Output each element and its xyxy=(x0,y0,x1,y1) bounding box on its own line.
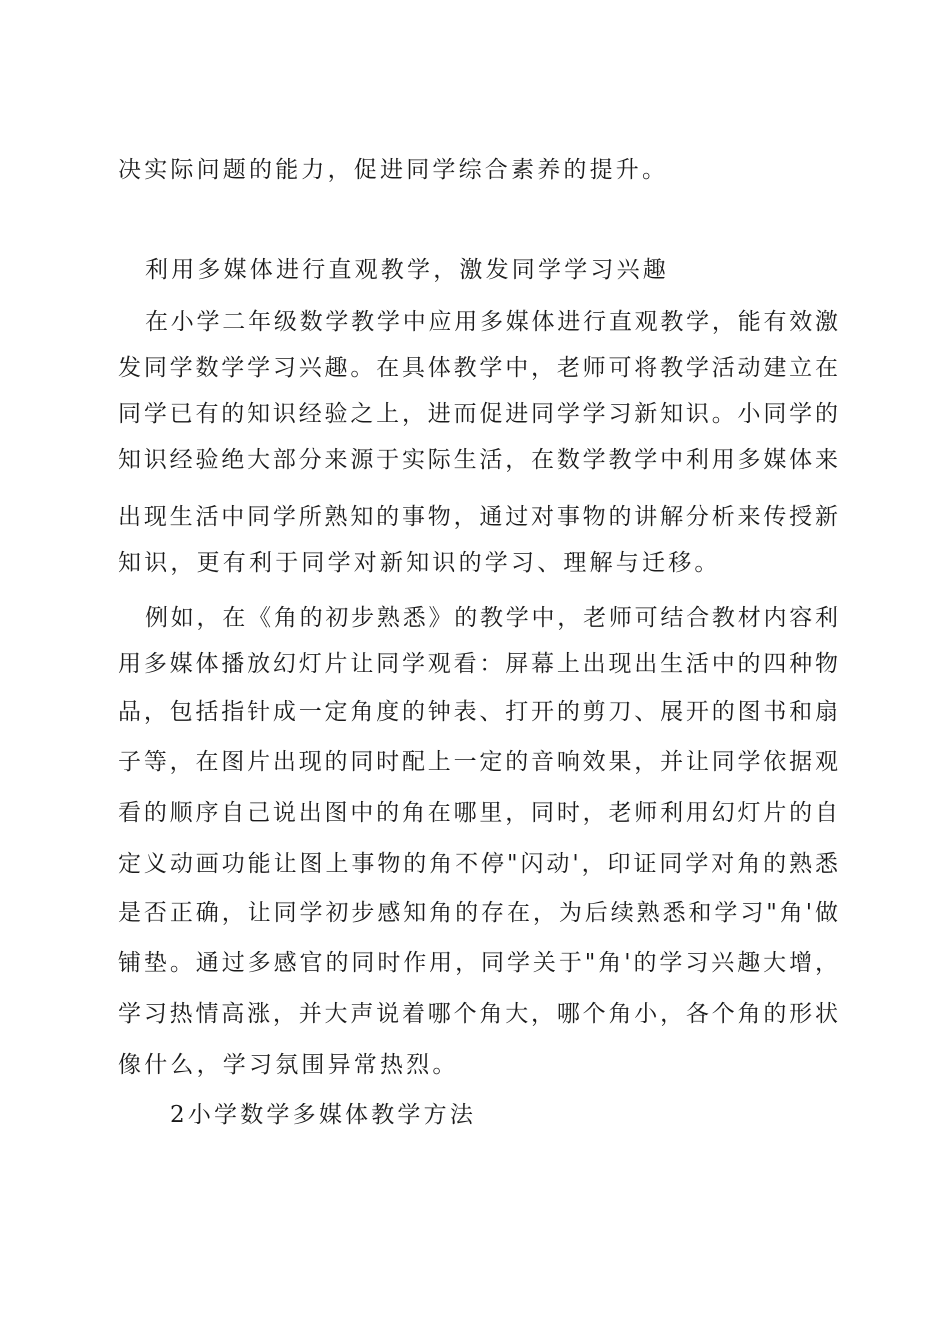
paragraph-line: 知识，更有利于同学对新知识的学习、理解与迁移。 xyxy=(118,550,721,576)
paragraph-line: 像什么，学习氛围异常热烈。 xyxy=(118,1052,459,1078)
paragraph-line: 品，包括指针成一定角度的钟表、打开的剪刀、展开的图书和扇 xyxy=(118,699,838,725)
section-heading: 利用多媒体进行直观教学，激发同学学习兴趣 xyxy=(145,257,669,283)
paragraph-line: 是否正确，让同学初步感知角的存在，为后续熟悉和学习"角'做 xyxy=(118,900,838,926)
paragraph-line: 子等，在图片出现的同时配上一定的音响效果，并让同学依据观 xyxy=(118,749,838,775)
paragraph-line: 在小学二年级数学教学中应用多媒体进行直观教学，能有效激 xyxy=(145,309,838,335)
paragraph-line: 定义动画功能让图上事物的角不停"闪动'，印证同学对角的熟悉 xyxy=(118,851,838,877)
paragraph-line: 看的顺序自己说出图中的角在哪里，同时，老师利用幻灯片的自 xyxy=(118,800,838,826)
paragraph-line: 知识经验绝大部分来源于实际生活，在数学教学中利用多媒体来 xyxy=(118,447,838,473)
paragraph-line: 决实际问题的能力，促进同学综合素养的提升。 xyxy=(118,157,669,183)
section-heading: 2小学数学多媒体教学方法 xyxy=(170,1102,477,1128)
paragraph-line: 学习热情高涨，并大声说着哪个角大，哪个角小，各个角的形状 xyxy=(118,1001,838,1027)
paragraph-line: 出现生活中同学所熟知的事物，通过对事物的讲解分析来传授新 xyxy=(118,504,838,530)
paragraph-line: 同学已有的知识经验之上，进而促进同学学习新知识。小同学的 xyxy=(118,401,838,427)
paragraph-line: 例如，在《角的初步熟悉》的教学中，老师可结合教材内容利 xyxy=(145,605,838,631)
paragraph-line: 发同学数学学习兴趣。在具体教学中，老师可将教学活动建立在 xyxy=(118,355,838,381)
paragraph-line: 铺垫。通过多感官的同时作用，同学关于"角'的学习兴趣大增， xyxy=(118,950,838,976)
paragraph-line: 用多媒体播放幻灯片让同学观看：屏幕上出现出生活中的四种物 xyxy=(118,651,838,677)
